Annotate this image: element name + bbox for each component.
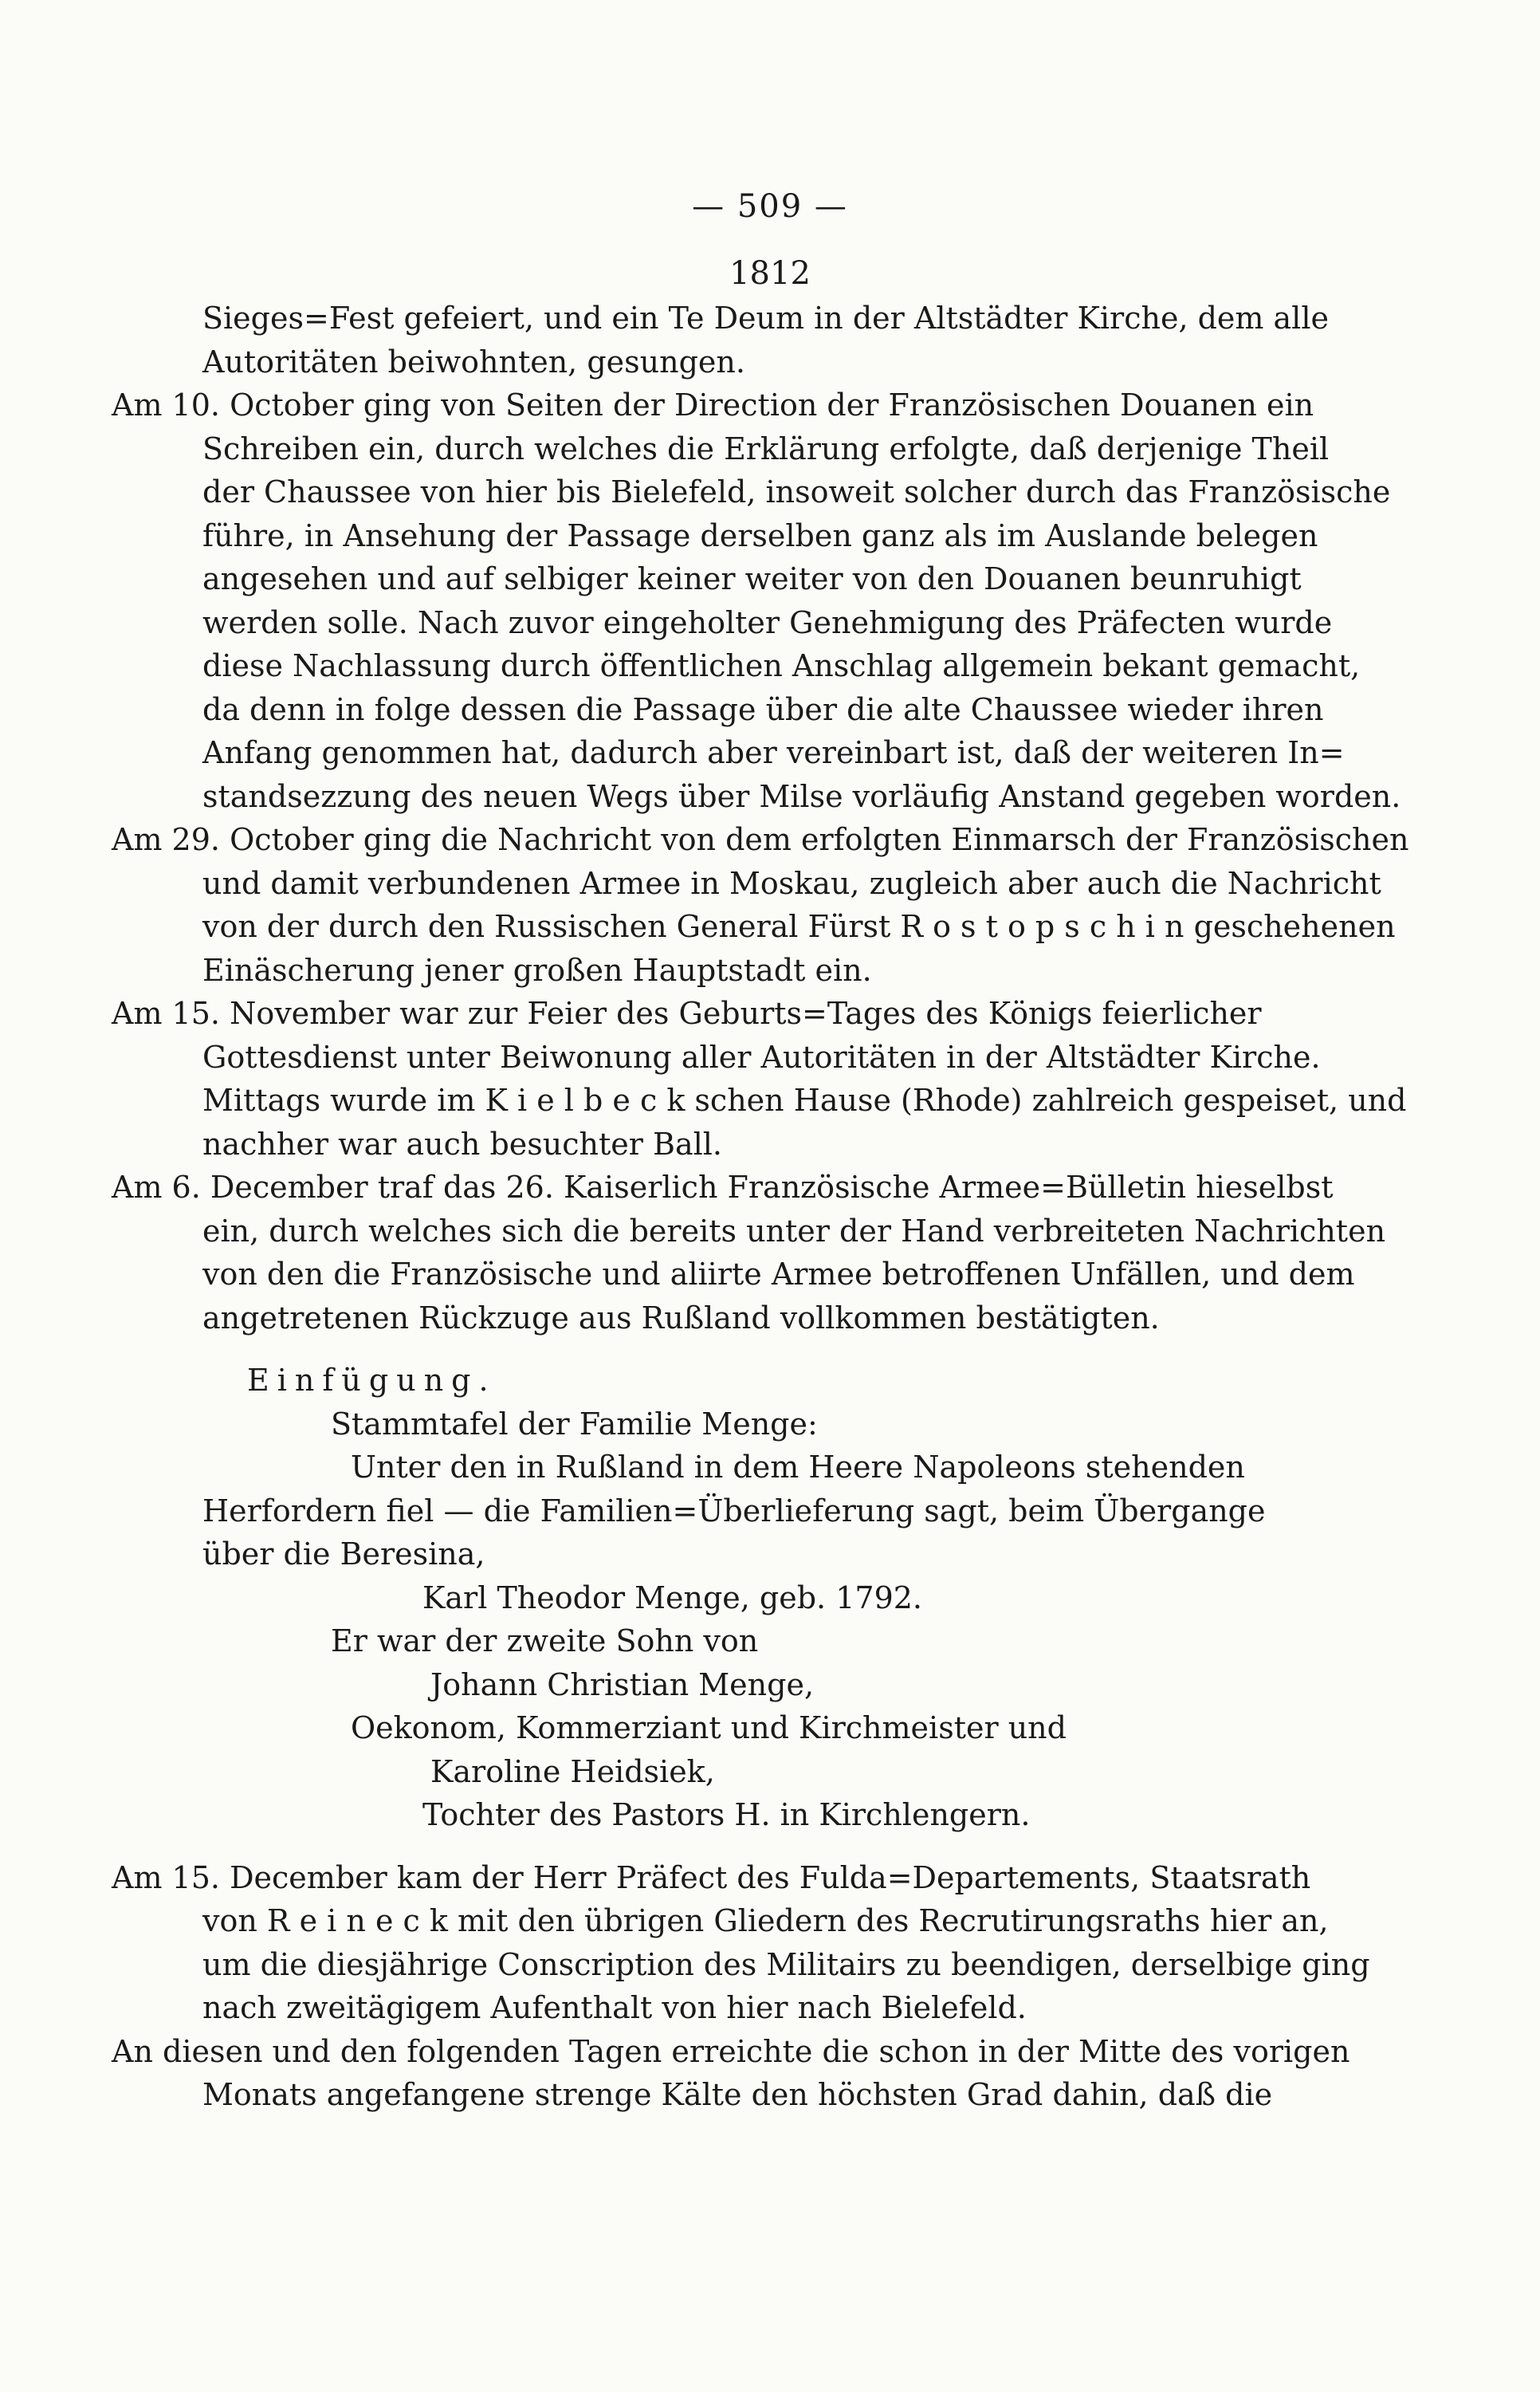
text-line: nach zweitägigem Aufenthalt von hier nach Bielefeld.: [202, 1990, 1027, 2025]
text-line: Am 15. November war zur Feier des Geburts=Tages des Königs feierlicher: [112, 996, 1262, 1031]
text-line: und damit verbundenen Armee in Moskau, zugleich aber auch die Nachricht: [202, 865, 1381, 901]
text-line: Autoritäten beiwohnten, gesungen.: [202, 344, 745, 380]
text-line: um die diesjährige Conscription des Militairs zu beendigen, derselbige ging: [202, 1946, 1370, 1982]
insert-line: Unter den in Rußland in dem Heere Napoleons stehenden: [351, 1450, 1245, 1485]
text-line: angesehen und auf selbiger keiner weiter von den Douanen beunruhigt: [202, 561, 1302, 596]
insert-line: über die Beresina,: [202, 1536, 485, 1572]
text-line: von der durch den Russischen General Fürst R o s t o p s c h i n geschehenen: [202, 909, 1396, 944]
insert-line: Johann Christian Menge,: [430, 1666, 815, 1702]
text-line: Am 29. October ging die Nachricht von dem erfolgten Einmarsch der Französischen: [112, 822, 1409, 857]
text-line: Anfang genommen hat, dadurch aber vereinbart ist, daß der weiteren In=: [202, 735, 1345, 770]
insert-subheading: Stammtafel der Familie Menge:: [331, 1406, 818, 1442]
entries-block-2: [112, 1856, 1370, 2117]
text-line: führe, in Ansehung der Passage derselben ganz als im Auslande belegen: [202, 517, 1318, 553]
text-line: da denn in folge dessen die Passage über die alte Chaussee wieder ihren: [202, 691, 1324, 727]
insert-line: Karoline Heidsiek,: [430, 1753, 715, 1789]
text-line: Schreiben ein, durch welches die Erklärung erfolgte, daß derjenige Theil: [202, 431, 1330, 466]
text-line: der Chaussee von hier bis Bielefeld, insoweit solcher durch das Französische: [202, 474, 1391, 509]
text-line: Einäscherung jener großen Hauptstadt ein.: [202, 952, 872, 988]
text-line: Am 15. December kam der Herr Präfect des Fulda=Departements, Staatsrath: [112, 1859, 1311, 1895]
text-line: werden solle. Nach zuvor eingeholter Genehmigung des Präfecten wurde: [202, 604, 1333, 640]
text-line: diese Nachlassung durch öffentlichen Anschlag allgemein bekant gemacht,: [202, 648, 1361, 683]
text-line: Sieges=Fest gefeiert, und ein Te Deum in der Altstädter Kirche, dem alle: [202, 301, 1329, 336]
text-line: von den die Französische und aliirte Armee betroffenen Unfällen, und dem: [202, 1257, 1355, 1292]
text-line: Am 10. October ging von Seiten der Direction der Französischen Douanen ein: [112, 388, 1314, 423]
insert-heading: Einfügung.: [247, 1363, 497, 1398]
insert-line: Karl Theodor Menge, geb. 1792.: [422, 1580, 922, 1615]
text-line: Mittags wurde im K i e l b e c k schen Hause (Rhode) zahlreich gespeiset, und: [202, 1083, 1407, 1118]
text-line: Am 6. December traf das 26. Kaiserlich Französische Armee=Bülletin hieselbst: [112, 1170, 1334, 1205]
insert-line: Oekonom, Kommerziant und Kirchmeister und: [351, 1710, 1067, 1745]
insert-line: Er war der zweite Sohn von: [331, 1623, 759, 1658]
text-line: standsezzung des neuen Wegs über Milse vorläufig Anstand gegeben worden.: [202, 778, 1401, 814]
text-line: nachher war auch besuchter Ball.: [202, 1126, 722, 1162]
text-line: Gottesdienst unter Beiwonung aller Autoritäten in der Altstädter Kirche.: [202, 1039, 1321, 1075]
text-line: Monats angefangene strenge Kälte den höchsten Grad dahin, daß die: [202, 2077, 1273, 2112]
text-line: An diesen und den folgenden Tagen erreichte die schon in der Mitte des vorigen: [112, 2033, 1350, 2069]
body-text: [112, 297, 1409, 2117]
entries-block-1: [112, 297, 1409, 1340]
year-heading: 1812: [729, 255, 811, 292]
insert-line: Herfordern fiel — die Familien=Überlieferung sagt, beim Übergange: [202, 1493, 1266, 1528]
text-line: angetretenen Rückzuge aus Rußland vollkommen bestätigten.: [202, 1300, 1160, 1336]
page-number: — 509 —: [692, 188, 848, 225]
insert-line: Tochter des Pastors H. in Kirchlengern.: [422, 1797, 1031, 1832]
text-line: von R e i n e c k mit den übrigen Gliedern des Recrutirungsraths hier an,: [202, 1903, 1329, 1938]
text-line: ein, durch welches sich die bereits unter der Hand verbreiteten Nachrichten: [202, 1213, 1386, 1249]
